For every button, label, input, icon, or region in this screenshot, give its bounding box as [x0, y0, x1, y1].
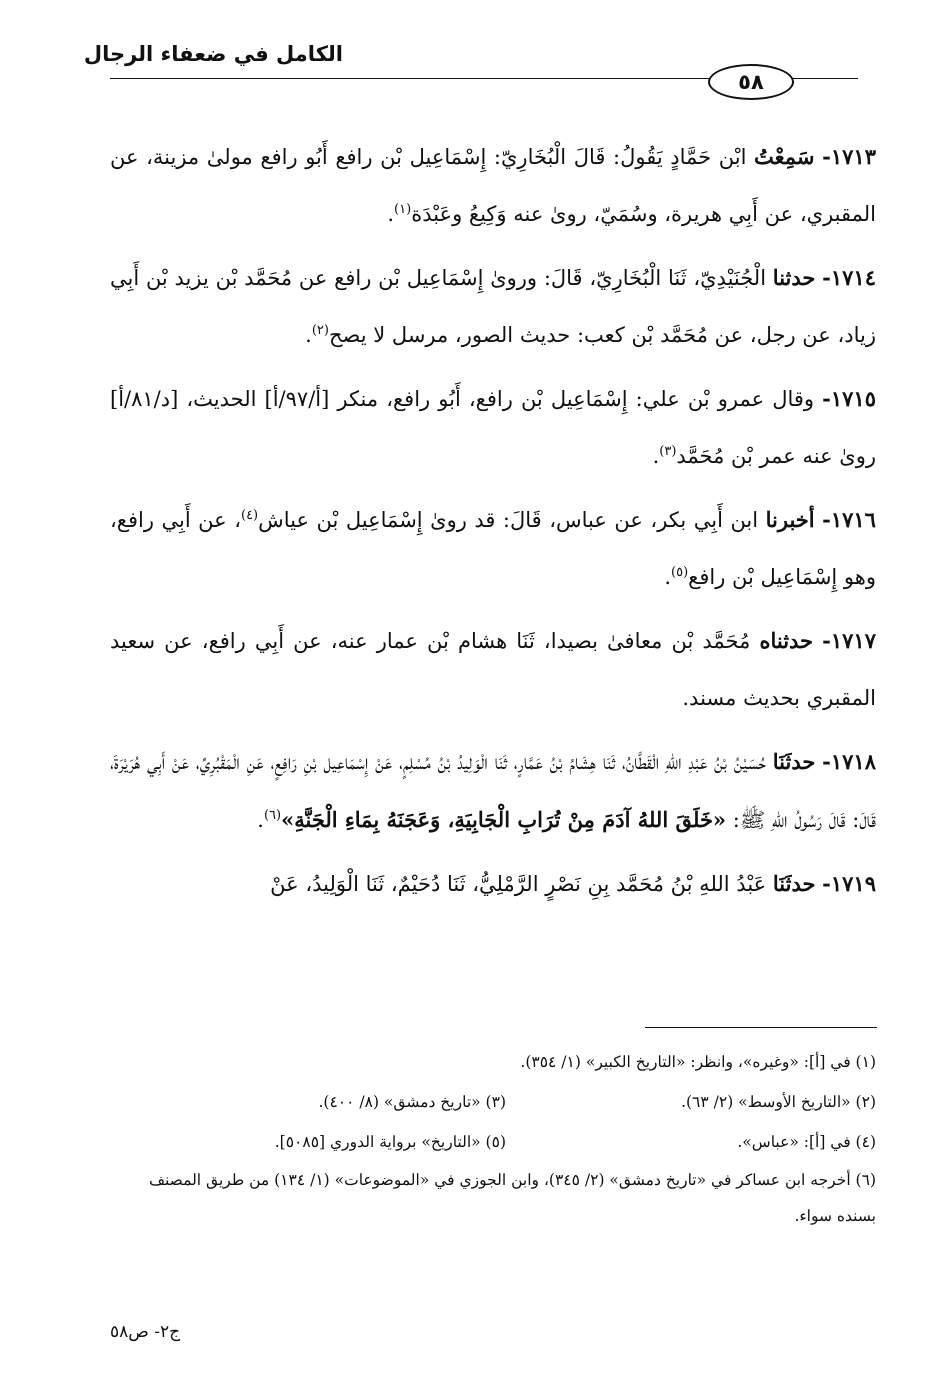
entry-1719: [110, 855, 876, 913]
entry-text: وقال عمرو بْن علي: إِسْمَاعِيل بْن رافع، أَبُو رافع، منكر [أ/٩٧/أ] الحديث، [د/٨١/أ] روىٰ عنه عمر بْن مُحَمَّد: [110, 387, 876, 468]
entry-text: الْجُنَيْدِيّ، ثَنَا الْبُخَارِيّ، قَالَ: وروىٰ إِسْمَاعِيل بْن رافع عن مُحَمَّد بْن يزيد بْن أَبِي زياد، عن رجل، عن مُحَمَّد بْن كعب: حديث الصور، مرسل لا يصح: [110, 266, 876, 347]
entry-text: حُسَيْنُ بْنُ عَبْدِ اللهِ الْقَطَّانُ، ثَنَا هِشَامُ بْنُ عَمَّارٍ، ثَنَا الْوَلِيدُ بْنُ مُسْلِمٍ، عَنْ إِسْمَاعِيل بْنِ رَافِعٍ، عَنِ الْمَقْبُرِيِّ، عَنْ أَبِي هُرَيْرَةَ، قَالَ: قَالَ رَسُولُ اللهِ ﷺ:: [110, 750, 876, 832]
entry-1717: [110, 612, 876, 727]
entry-tail: .: [387, 202, 395, 226]
footnotes-section: [110, 1042, 876, 1234]
page-reference: ج٢- ص٥٨: [110, 1322, 181, 1342]
entry-text: ابْن حَمَّادٍ يَقُولُ: قَالَ الْبُخَارِيّ: إِسْمَاعِيل بْن رافع أَبُو رافع مولىٰ مزينة، عن المقبري، عن أَبِي هريرة، وسُمَيّ، روىٰ عنه وَكِيعُ وعَبْدَة: [110, 145, 876, 226]
footnote-marker[interactable]: (٤): [240, 508, 259, 523]
entry-1716: [110, 491, 876, 606]
entry-tail: .: [652, 444, 660, 468]
footnote-row: [110, 1082, 876, 1122]
entry-text: مُحَمَّد بْن معافىٰ بصيدا، ثَنَا هشام بْن عمار عنه، عن أَبِي رافع، عن سعيد المقبري بحديث مسند.: [110, 629, 876, 710]
entry-text-continued: ، عن أَبِي رافع، وهو إِسْمَاعِيل بْن رافع: [110, 508, 876, 589]
footnote-marker[interactable]: (٢): [311, 323, 329, 338]
running-header-title: الكامل في ضعفاء الرجال: [83, 42, 343, 66]
entry-number: ١٧١٣-: [822, 144, 876, 169]
entry-number: ١٧١٩-: [822, 871, 876, 896]
footnote-marker[interactable]: (٣): [659, 444, 677, 459]
hadith-quote: «خَلَقَ اللهُ آدَمَ مِنْ تُرَابِ الْجَابِيَةِ، وَعَجَنَهُ بِمَاءِ الْجَنَّةِ»: [281, 807, 727, 832]
footnote-1: (١) في [أ]: «وغيره»، وانظر: «التاريخ الكبير» (١/ ٣٥٤).: [520, 1053, 876, 1071]
entry-number: ١٧١٤-: [822, 265, 876, 290]
entry-verb: حدثَنَا: [772, 871, 816, 896]
entry-1715: [110, 370, 876, 485]
footnote-4: (٤) في [أ]: «عباس».: [737, 1133, 876, 1151]
entry-tail: .: [664, 565, 671, 589]
footnote-row: [110, 1162, 876, 1234]
entry-verb: سَمِعْتُ: [754, 144, 815, 169]
entry-1713: [110, 128, 876, 243]
entry-text: عَبْدُ اللهِ بْنُ مُحَمَّد بِنِ نَصْرٍ الرَّمْلِيُّ، ثَنَا دُحَيْمٌ، ثَنَا الْوَلِيدُ، عَنْ: [270, 872, 773, 896]
footnote-row: [110, 1122, 876, 1162]
entries-body: [110, 128, 876, 919]
entry-number: ١٧١٧-: [822, 628, 876, 653]
entry-1714: [110, 249, 876, 364]
footnote-3: (٣) «تاريخ دمشق» (٨/ ٤٠٠).: [318, 1093, 506, 1111]
footnote-5: (٥) «التاريخ» برواية الدوري [٥٠٨٥].: [274, 1133, 506, 1151]
footnote-row: [110, 1042, 876, 1082]
entry-tail: .: [305, 323, 312, 347]
footnote-divider: [645, 1027, 877, 1028]
footnote-6: (٦) أخرجه ابن عساكر في «تاريخ دمشق» (٢/ ٣٤٥)، وابن الجوزي في «الموضوعات» (١/ ١٣٤) من طريق المصنف بسنده سواء.: [148, 1171, 876, 1225]
page-number-badge: ٥٨: [708, 64, 794, 100]
footnote-marker[interactable]: (١): [394, 202, 412, 217]
entry-1718: [110, 733, 876, 849]
entry-number: ١٧١٥-: [822, 386, 876, 411]
footnote-marker[interactable]: (٦): [263, 808, 282, 823]
entry-number: ١٧١٨-: [822, 749, 876, 774]
entry-text: ابن أَبِي بكر، عن عباس، قَالَ: قد روىٰ إِسْمَاعِيل بْن عياش: [258, 508, 766, 532]
entry-tail: .: [257, 808, 264, 832]
footnote-marker[interactable]: (٥): [671, 565, 689, 580]
entry-verb: حدثنا: [772, 265, 816, 290]
entry-verb: حدثَنَا: [772, 749, 816, 774]
entry-verb: أخبرنا: [765, 507, 815, 532]
entry-verb: حدثناه: [759, 628, 814, 653]
footnote-2: (٢) «التاريخ الأوسط» (٢/ ٦٣).: [681, 1093, 876, 1111]
entry-number: ١٧١٦-: [822, 507, 876, 532]
